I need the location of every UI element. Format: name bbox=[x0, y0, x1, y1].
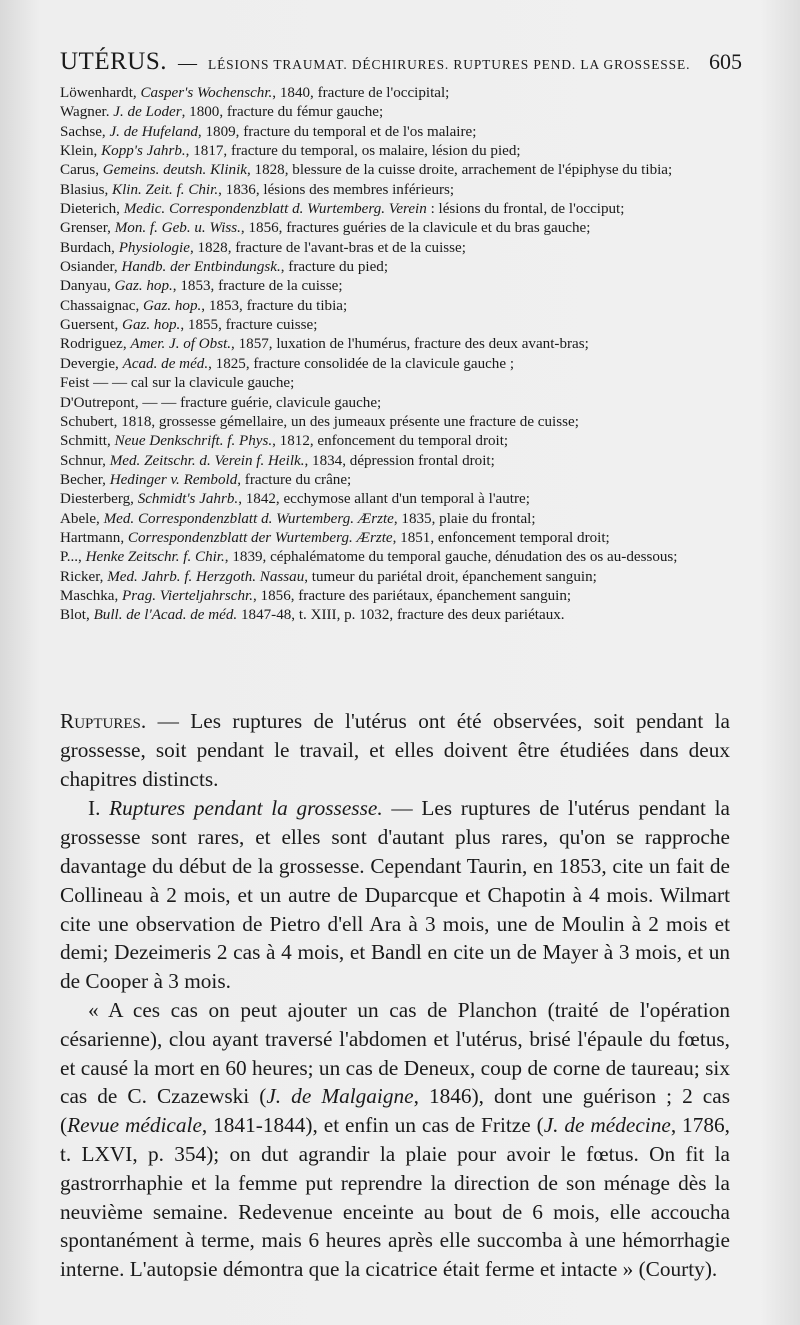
reference-entry bbox=[60, 394, 728, 413]
reference-entry bbox=[60, 432, 728, 451]
entry-description: , tumeur du pariétal droit, épanchement sanguin; bbox=[304, 568, 597, 585]
entry-source: Casper's Wochenschr. bbox=[140, 85, 273, 101]
entry-description: , 1800, fracture du fémur gauche; bbox=[181, 104, 384, 121]
reference-entry bbox=[60, 355, 728, 374]
reference-entry bbox=[60, 510, 728, 529]
entry-description: , 1809, fracture du temporal et de l'os malaire; bbox=[197, 123, 477, 140]
entry-source: Neue Denkschrift. f. Phys. bbox=[114, 433, 273, 450]
entry-author: Blot, bbox=[60, 607, 94, 624]
reference-entry bbox=[60, 84, 728, 103]
reference-entry bbox=[60, 297, 728, 316]
entry-description: , 1835, plaie du frontal; bbox=[393, 510, 536, 527]
entry-description: , 1856, fracture des pariétaux, épanchement sanguin; bbox=[253, 587, 572, 604]
reference-entry bbox=[60, 181, 728, 200]
reference-entry bbox=[60, 529, 728, 548]
entry-author: Osiander, bbox=[60, 259, 122, 276]
entry-author: Hartmann, bbox=[60, 529, 128, 546]
entry-source: J. de Loder bbox=[113, 104, 182, 121]
reference-entry bbox=[60, 606, 728, 625]
section-text: — Les ruptures de l'utérus pendant la grossesse sont rares, et elles sont d'autant plus rares, qu'on se rapproche davantage du début de la grossesse. Cependant Taurin, en 1853, cite un fait de Collineau à 2 mois, et un autre de Duparcque et Chapotin à 4 mois. Wilmart cite une observation de Pietro d'ell Ara à 3 mois, une de Moulin à 2 mois et demi; Dezeimeris 2 cas à 4 mois, et Bandl en cite un de Mayer à 3 mois, et un de Cooper à 3 mois. bbox=[60, 796, 730, 994]
entry-source: Med. Jahrb. f. Herzgoth. Nassau bbox=[107, 568, 305, 585]
entry-author: Schmitt, bbox=[60, 433, 115, 450]
entry-author: Becher, bbox=[60, 471, 110, 488]
reference-entry bbox=[60, 239, 728, 258]
entry-description: , 1834, dépression frontal droit; bbox=[304, 452, 495, 469]
entry-source: Schmidt's Jahrb. bbox=[137, 491, 239, 508]
entry-source: Mon. f. Geb. u. Wiss. bbox=[114, 220, 241, 237]
entry-description: , 1825, fracture consolidée de la clavicule gauche ; bbox=[208, 355, 515, 372]
quote-text-2: , 1846), dont une guérison ; 2 cas ( bbox=[60, 1084, 730, 1138]
entry-source: Gaz. hop. bbox=[143, 297, 202, 314]
entry-source: Med. Zeitschr. d. Verein f. Heilk. bbox=[109, 452, 305, 469]
page-number: 605 bbox=[709, 49, 742, 74]
entry-description: , 1817, fracture du temporal, os malaire, lésion du pied; bbox=[185, 143, 521, 160]
reference-entry bbox=[60, 219, 728, 238]
entry-author: Blasius, bbox=[60, 181, 112, 198]
entry-author: Devergie, bbox=[60, 355, 123, 372]
entry-description: : lésions du frontal, de l'occiput; bbox=[426, 201, 625, 218]
entry-author: Schubert, 1818, grossesse gémellaire, un des jumeaux présente une fracture de cuisse; bbox=[60, 413, 579, 430]
entry-description: , 1828, blessure de la cuisse droite, arrachement de l'épiphyse du tibia; bbox=[246, 162, 673, 179]
entry-source: Med. Correspondenzblatt d. Wurtemberg. Ærzte bbox=[103, 510, 394, 527]
reference-entry bbox=[60, 413, 728, 432]
entry-source: Correspondenzblatt der Wurtemberg. Ærzte bbox=[127, 529, 393, 546]
entry-author: Guersent, bbox=[60, 317, 123, 334]
entry-author: Sachse, bbox=[60, 123, 110, 140]
entry-description: , 1856, fractures guéries de la clavicule et du bras gauche; bbox=[240, 220, 591, 237]
entry-description: , 1812, enfoncement du temporal droit; bbox=[272, 433, 509, 450]
ruptures-heading: Ruptures. bbox=[60, 709, 147, 733]
entry-description: , 1851, enfoncement temporal droit; bbox=[392, 529, 610, 546]
entry-source: Hedinger v. Rembold bbox=[109, 471, 238, 488]
quote-text-1: « A ces cas on peut ajouter un cas de Planchon (traité de l'opération césarienne), clou ayant traversé l'abdomen et l'utérus, brisé l'épaule du fœtus, et causé la mort en 60 heures; un cas de Deneux, coup de corne de taureau; six cas de C. Czazewski ( bbox=[60, 997, 730, 1109]
case-references-list bbox=[60, 84, 728, 626]
reference-entry bbox=[60, 258, 728, 277]
entry-source: Prag. Vierteljahrschr. bbox=[122, 587, 253, 604]
entry-author: Dieterich, bbox=[60, 201, 124, 218]
entry-source: Gaz. hop. bbox=[122, 317, 181, 334]
entry-description: , 1853, fracture de la cuisse; bbox=[172, 278, 343, 295]
entry-author: Carus, bbox=[60, 162, 103, 179]
reference-entry bbox=[60, 374, 728, 393]
courty-quote-paragraph bbox=[60, 996, 730, 1284]
reference-entry bbox=[60, 548, 728, 567]
entry-author: Maschka, bbox=[60, 587, 123, 604]
entry-description: 1847-48, t. XIII, p. 1032, fracture des deux pariétaux. bbox=[237, 607, 565, 624]
reference-entry bbox=[60, 103, 728, 122]
entry-author: Wagner. bbox=[60, 104, 114, 121]
entry-source: Handb. der Entbindungsk. bbox=[121, 259, 281, 276]
entry-author: Ricker, bbox=[60, 568, 108, 585]
entry-description: fracture guérie, clavicule gauche; bbox=[180, 394, 382, 411]
entry-description: , 1828, fracture de l'avant-bras et de la cuisse; bbox=[189, 239, 466, 256]
section-number: I. bbox=[88, 796, 110, 821]
entry-source: Acad. de méd. bbox=[122, 355, 209, 372]
entry-author: Abele, bbox=[60, 510, 104, 527]
running-header bbox=[60, 48, 742, 78]
header-running-title: LÉSIONS TRAUMAT. DÉCHIRURES. RUPTURES PEND. LA GROSSESSE. bbox=[207, 57, 691, 72]
reference-entry bbox=[60, 161, 728, 180]
section-ruptures-grossesse bbox=[60, 794, 730, 996]
entry-description: , 1840, fracture de l'occipital; bbox=[272, 85, 450, 101]
reference-entry bbox=[60, 452, 728, 471]
entry-description: , 1842, ecchymose allant d'un temporal à l'autre; bbox=[238, 491, 530, 508]
entry-source: Medic. Correspondenzblatt d. Wurtemberg. Verein bbox=[123, 201, 427, 218]
reference-entry bbox=[60, 123, 728, 142]
entry-description: , 1855, fracture cuisse; bbox=[180, 317, 318, 334]
reference-entry bbox=[60, 587, 728, 606]
entry-author: P..., bbox=[60, 549, 86, 566]
entry-source: Bull. de l'Acad. de méd. bbox=[93, 607, 238, 624]
entry-author: Rodriguez, bbox=[60, 336, 131, 353]
entry-author: Chassaignac, bbox=[60, 297, 143, 314]
entry-author: Klein, bbox=[60, 143, 102, 160]
section-title: Ruptures pendant la grossesse. bbox=[109, 796, 383, 821]
entry-author: Feist — — bbox=[60, 375, 131, 392]
ruptures-text: — Les ruptures de l'utérus ont été observées, soit pendant la grossesse, soit pendant le travail, et elles doivent être étudiées dans deux chapitres distincts. bbox=[60, 709, 730, 791]
entry-author: Burdach, bbox=[60, 239, 119, 256]
entry-source: Amer. J. of Obst. bbox=[130, 336, 232, 353]
entry-description: , fracture du crâne; bbox=[237, 471, 352, 488]
entry-description: , 1839, céphalématome du temporal gauche, dénudation des os au-dessous; bbox=[224, 549, 678, 566]
quote-text-4: , 1786, t. LXVI, p. 354); on dut agrandir la plaie pour avoir le fœtus. On fit la gastrorrhaphie et la femme put reprendre la direction de son ménage dès la neuvième semaine. Redevenue enceinte au bout de 6 mois, elle accoucha spontanément à terme, mais 6 heures après elle succomba à une hémorrhagie interne. L'autopsie démontra que la cicatrice était ferme et intacte » (Courty). bbox=[60, 1113, 730, 1282]
entry-source: Kopp's Jahrb. bbox=[101, 143, 186, 160]
entry-author: Danyau, bbox=[60, 278, 115, 295]
entry-source: J. de Hufeland bbox=[109, 123, 198, 140]
quote-citation-malgaigne: J. de Malgaigne bbox=[266, 1084, 414, 1109]
entry-source: Physiologie bbox=[118, 239, 190, 256]
reference-entry bbox=[60, 490, 728, 509]
main-text bbox=[60, 707, 730, 1284]
entry-source: Gemeins. deutsh. Klinik bbox=[102, 162, 247, 179]
reference-entry bbox=[60, 316, 728, 335]
quote-citation-revue: Revue médicale bbox=[67, 1113, 202, 1138]
entry-description: , 1836, lésions des membres inférieurs; bbox=[218, 181, 455, 198]
quote-text-3: , 1841-1844), et enfin un cas de Fritze ( bbox=[201, 1113, 544, 1138]
entry-author: Grenser, bbox=[60, 220, 115, 237]
entry-description: , 1853, fracture du tibia; bbox=[201, 297, 348, 314]
entry-description: cal sur la clavicule gauche; bbox=[130, 375, 295, 392]
reference-entry bbox=[60, 568, 728, 587]
reference-entry bbox=[60, 335, 728, 354]
entry-author: Schnur, bbox=[60, 452, 110, 469]
entry-author: Löwenhardt, bbox=[60, 85, 141, 101]
entry-description: , 1857, luxation de l'humérus, fracture des deux avant-bras; bbox=[231, 336, 589, 353]
entry-author: Diesterberg, bbox=[60, 491, 138, 508]
header-title: UTÉRUS. bbox=[60, 48, 167, 75]
entry-author: D'Outrepont, — — bbox=[60, 394, 181, 411]
reference-entry bbox=[60, 277, 728, 296]
entry-source: Klin. Zeit. f. Chir. bbox=[112, 181, 219, 198]
reference-entry bbox=[60, 200, 728, 219]
ruptures-paragraph bbox=[60, 707, 730, 793]
quote-citation-journal: J. de médecine bbox=[543, 1113, 671, 1138]
reference-entry bbox=[60, 142, 728, 161]
entry-source: Gaz. hop. bbox=[114, 278, 173, 295]
entry-description: , fracture du pied; bbox=[280, 259, 389, 276]
entry-source: Henke Zeitschr. f. Chir. bbox=[85, 549, 225, 566]
header-dash: — bbox=[177, 53, 197, 74]
reference-entry bbox=[60, 471, 728, 490]
